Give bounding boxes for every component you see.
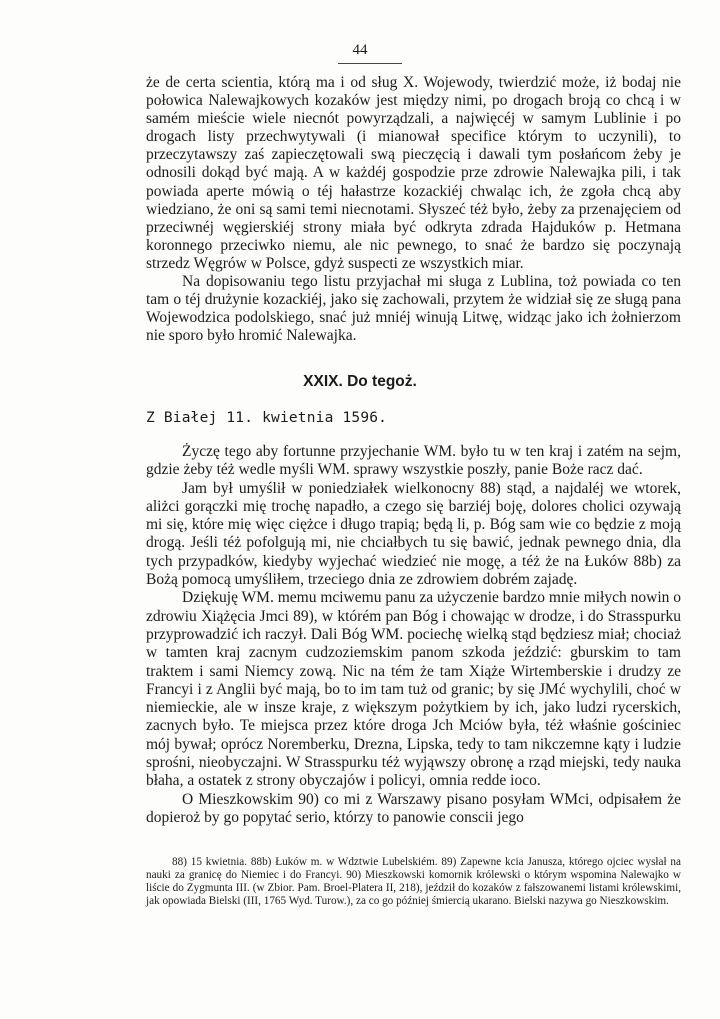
letter-text	[146, 443, 681, 827]
footnote-text: 88) 15 kwietnia. 88b) Łuków m. w Wdztwie Lubelskiém. 89) Zapewne kcia Janusza, którego ojciec wysłał na nauki za granicę do Niemiec i do Francyi. 90) Mieszkowski komornik królewski o którym wspomina Nalewajko w liście do Zygmunta III. (w Zbior. Pam. Broel-Platera II, 218), jeździł do kozaków z fałszowanemi listami królewskimi, jak opowiada Bielski (III, 1765 Wyd. Turow.), za co go później śmiercią ukarano. Bielski nazywa go Nieszkowskim.	[146, 856, 681, 907]
page-number: 44	[352, 42, 368, 58]
letter-paragraph-2: Jam był umyślił w poniedziałek wielkonocny 88) stąd, a najdaléj we wtorek, aliżci gorączki mię trochę napadło, a czego się barziéj boję, dolores cholici ozywają mi się, które mię więc ciężce i długo trapią; będą li, p. Bóg sam wie co będzie z moją drogą. Jeśli téż pofolgują mi, nie chciałbych tu się bawić, jednak pewnego dnia, dla tych przypadków, kiedyby wyjechać wiedzieć nie mogę, a téż że na Łuków 88b) za Bożą pomocą umyśliłem, trzeciego dnia ze zdrowiem dobrém zajadę.	[146, 479, 681, 589]
letter-paragraph-1: Życzę tego aby fortunne przyjechanie WM. było tu w ten kraj i zatém na sejm, gdzie żeby téż wedle myśli WM. sprawy wszystkie poszły, panie Boże racz dać.	[146, 443, 681, 479]
paragraph-2: Na dopisowaniu tego listu przyjachał mi sługa z Lublina, toż powiada co ten tam o téj drużynie kozackiéj, jako się zachowali, przytem że widział się ze sługą pana Wojewodzica podolskiego, snać już mniéj winują Litwę, widząc jako ich żołnierzom nie sporo było hromić Nalewajka.	[146, 273, 681, 345]
dateline: Z Białej 11. kwietnia 1596.	[146, 410, 388, 426]
letter-paragraph-4: O Mieszkowskim 90) co mi z Warszawy pisano posyłam WMci, odpisałem że dopieroż by go popytać serio, którzy to panowie conscii jego	[146, 790, 681, 826]
letter-paragraph-3: Dziękuję WM. memu mciwemu panu za użyczenie bardzo mnie miłych nowin o zdrowiu Xiążęcia Jmci 89), w którém pan Bóg i chowając w drodze, i do Strasspurku przyprowadzić ich raczył. Dali Bóg WM. pociechę wielką stąd będziesz miał; chociaż w tamten kraj zacnym cudzoziemskim panom szkoda jeździć: gburskim to tam traktem i sami Niemcy zową. Nic na tém że tam Xiąże Wirtemberskie i drudzy ze Francyi i z Anglii być mają, bo to im tam tuż od granic; by się JMć wychylili, choć w niemieckie, ale w insze kraje, z większym pożytkiem by ich, jako ludzi rycerskich, zacnych było. Te miejsca przez które droga Jch Mciów była, téż właśnie gościniec mój bywał; oprócz Noremberku, Drezna, Lipska, tedy to tam nikczemne kąty i ludzie sprośni, nieobyczajni. W Strasspurku téż wyjąwszy obronę a rząd miejski, tedy nauka błaha, a ostatek z strony obyczajów i policyi, omnia redde ioco.	[146, 589, 681, 790]
preceding-letter-text	[146, 74, 681, 345]
paragraph-1: że de certa scientia, którą ma i od sług X. Wojewody, twierdzić może, iż bodaj nie połowica Nalewajkowych kozaków jest między nimi, po drogach broją co chcą i w samém mieście wiele niecnót powyrządzali, a najwięcéj w samym Lublinie i po drogach listy przechwytywali (i mianował specifice którym to uczynili), to przeczytawszy zaś zapieczętowali swą pieczęcią i dawali tym posłańcom żeby je odnosili dokąd być mają. A w każdéj gospodzie prze zdrowie Nalewajka pili, i tak powiada aperte mówią o téj hałastrze kozackiéj chwaląc ich, że zgoła chcą aby wiedziano, że oni są sami temi niecnotami. Słyszeć téż było, żeby za przenajęciem od przeciwnéj węgierskiéj strony miała być odkryta zdrada Hajduków p. Hetmana koronnego przeciwko niemu, ale nic pewnego, to snać że bardzo się poczynają strzedz Węgrów w Polsce, gdyż suspecti ze wszystkich miar.	[146, 74, 681, 272]
section-heading: XXIX. Do tegoż.	[303, 373, 417, 390]
page-number-rule	[338, 63, 402, 64]
footnotes	[146, 856, 681, 908]
